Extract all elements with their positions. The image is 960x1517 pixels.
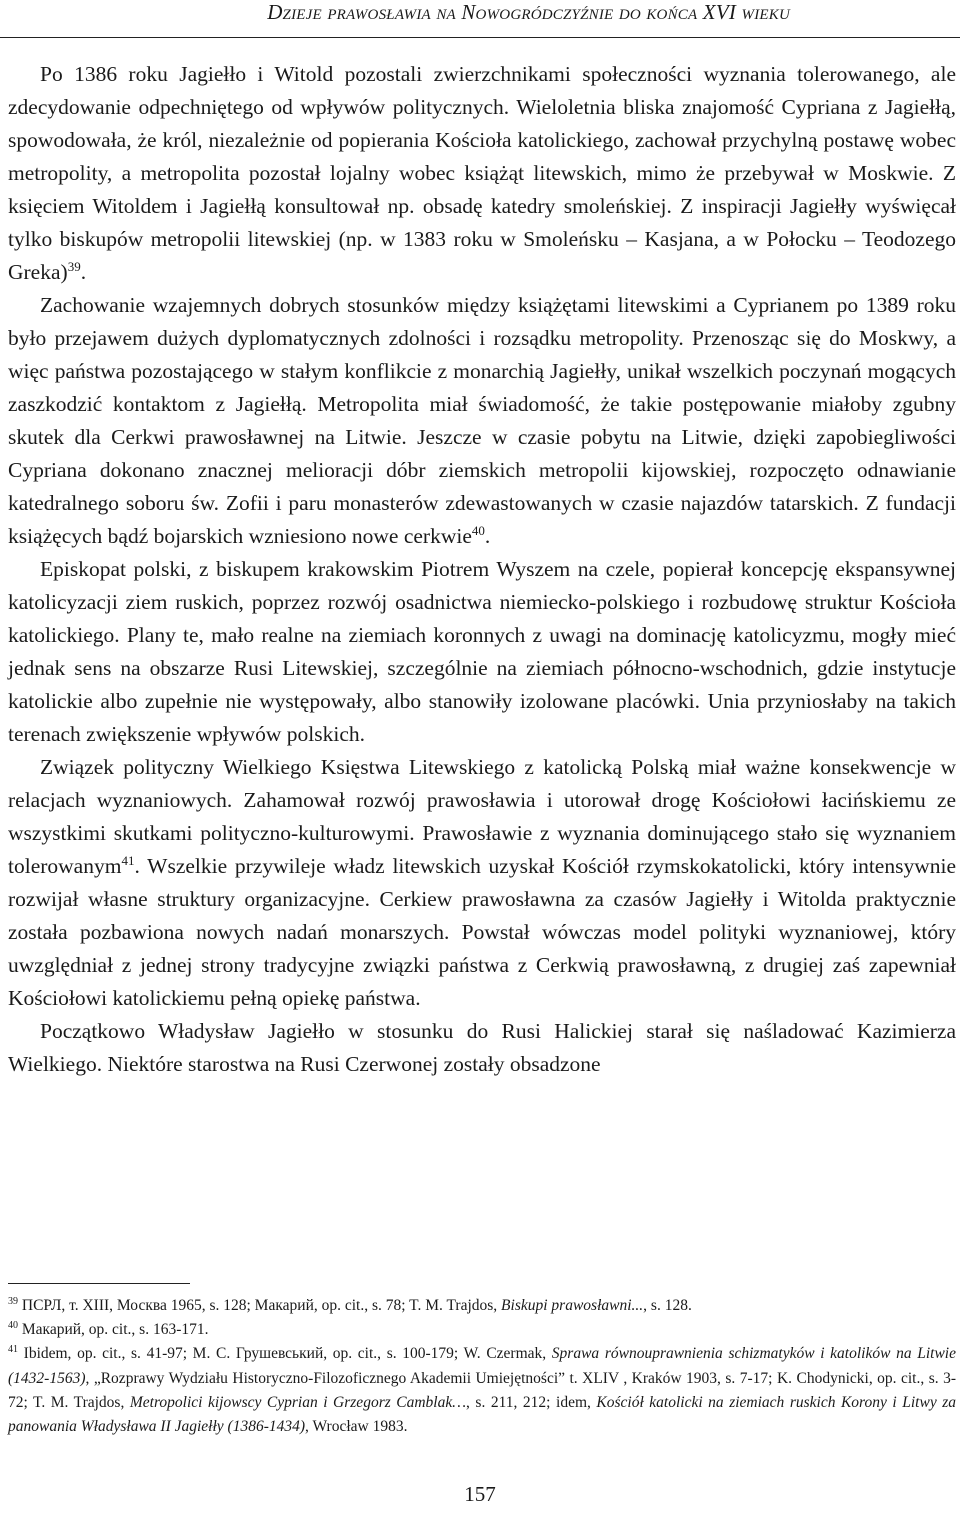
footnote-separator: [8, 1283, 190, 1284]
paragraph-1-end: .: [80, 260, 87, 284]
footnote-title: Sprawa równouprawnienia schizmatyków i katolików na Litwie (1432-1563): [8, 1345, 956, 1387]
footnote-39: [8, 1294, 956, 1318]
footnote-text: , s. 128.: [643, 1297, 692, 1314]
paragraph-1: [8, 58, 956, 289]
paragraph-2-end: .: [484, 524, 491, 548]
footnote-text: Макарий, op. cit., s. 163-171.: [21, 1321, 209, 1339]
paragraph-1-text: Po 1386 roku Jagiełło i Witold pozostali zwierzchnikami społeczności wyznania tolerowanego, ale zdecydowanie odpechniętego od wpływów politycznych. Wieloletnia bliska znajomość Cypriana z Jagiełłą, spowodowała, że król, niezależnie od popierania Kościoła katolickiego, zachował przychylną postawę wobec metropolity, a metropolita pozostał lojalny wobec książąt litewskich, mimo że przebywał w Moskwie. Z księciem Witoldem i Jagiełłą konsultował np. obsadę katedry smoleńskiej. Z inspiracji Jagiełły wyświęcał tylko biskupów metropolii litewskiej (np. w 1383 roku w Smoleńsku – Kasjana, a w Połocku – Teodozego Greka): [8, 62, 956, 284]
paragraph-3: Episkopat polski, z biskupem krakowskim Piotrem Wyszem na czele, popierał koncepcję ekspansywnej katolicyzacji ziem ruskich, poprzez rozwój osadnictwa niemiecko-polskiego i rozbudowę struktur Kościoła katolickiego. Plany te, mało realne na ziemiach koronnych z uwagi na dominację katolicyzmu, mogły mieć jednak sens na obszarze Rusi Litewskiej, szczególnie na ziemiach północno-wschodnich, gdzie instytucje katolickie albo zupełnie nie występowały, albo stanowiły izolowane placówki. Unia przyniosłaby na takich terenach zwiększenie wpływów polskich.: [8, 557, 956, 746]
header-rule: [0, 37, 960, 38]
paragraph-4-end: . Wszelkie przywileje władz litewskich uzyskał Kościół rzymskokatolicki, który intensywnie rozwijał własne struktury organizacyjne. Cerkiew prawosławna za czasów Jagiełły i Witolda praktycznie została pozbawiona nowych nadań monarszych. Powstał wówczas model polityki wyznaniowej, który uwzględniał z jednej strony tradycyjne związki państwa z Cerkwią prawosławną, z drugiej zaś zapewniał Kościołowi katolickiemu pełną opiekę państwa.: [8, 854, 956, 1010]
running-header-title: Dzieje prawosławia na Nowogródczyźnie do końca XVI wieku: [267, 0, 790, 24]
footnote-ref-40[interactable]: 40: [471, 522, 485, 538]
footnotes: [8, 1294, 956, 1439]
footnote-number: 40: [8, 1320, 18, 1332]
page-number: 157: [464, 1482, 496, 1506]
running-header: [0, 0, 960, 48]
footnote-40: [8, 1318, 956, 1342]
paragraph-4: [8, 751, 956, 1015]
paragraph-4-text: Związek polityczny Wielkiego Księstwa Litewskiego z katolicką Polską miał ważne konsekwencje w relacjach wyznaniowych. Zahamował rozwój prawosławia i utorował drogę Kościołowi łacińskiemu ze wszystkimi skutkami polityczno-kulturowymi. Prawosławie z wyznania dominującego stało się wyznaniem tolerowanym: [8, 755, 956, 878]
footnote-text: ПСРЛ, т. XIII, Москва 1965, s. 128; Макарий, op. cit., s. 78; T. M. Trajdos,: [21, 1297, 502, 1314]
footnote-text: Ibidem, op. cit., s. 41-97; M. С. Грушевський, op. cit., s. 100-179; W. Czermak,: [23, 1345, 552, 1363]
paragraph-2: [8, 289, 956, 553]
paragraph-2-text: Zachowanie wzajemnych dobrych stosunków między książętami litewskimi a Cyprianem po 1389 roku było przejawem dużych dyplomatycznych zdolności i rozsądku metropolity. Przenosząc się do Moskwy, a więc państwa pozostającego w stałym konflikcie z monarchią Jagiełły, unikał wszelkich poczynań mogących zaszkodzić kontaktom z Jagiełłą. Metropolita miał świadomość, że takie postępowanie miałoby zgubny skutek dla Cerkwi prawosławnej na Litwie. Jeszcze w czasie pobytu na Litwie, dzięki zapobiegliwości Cypriana dokonano znacznej melioracji dóbr ziemskich metropolii kijowskiej, rozpoczęto odnawianie katedralnego soboru św. Zofii i paru monasterów zdewastowanych w czasie najazdów tatarskich. Z fundacji książęcych bądź bojarskich wzniesiono nowe cerkwie: [8, 293, 956, 548]
footnote-text: , „Rozprawy Wydziału Historyczno-Filozoficznego Akademii Umiejętności” t. XLIV , Kraków 1903, s. 7-17; K. Chodynicki, op. cit., s. 3-72; T. M. Trajdos,: [8, 1369, 956, 1411]
paragraph-5: Początkowo Władysław Jagiełło w stosunku do Rusi Halickiej starał się naśladować Kazimierza Wielkiego. Niektóre starostwa na Rusi Czerwonej zostały obsadzone: [8, 1019, 956, 1076]
footnote-number: 41: [8, 1344, 18, 1356]
footnote-title: Metropolici kijowscy Cyprian i Grzegorz Camblak…: [129, 1393, 467, 1411]
footnote-ref-39[interactable]: 39: [67, 258, 81, 274]
footnote-number: 39: [8, 1295, 18, 1307]
main-text: [8, 58, 956, 1081]
footnote-title: Kościół katolicki na ziemiach ruskich Korony i Litwy za panowania Władysława II Jagiełły (1386-1434): [8, 1393, 957, 1436]
footnote-ref-41[interactable]: 41: [121, 852, 135, 868]
footnote-41: [8, 1342, 956, 1439]
footnote-text: , s. 211, 212; idem,: [466, 1393, 597, 1411]
footnote-text: , Wrocław 1983.: [305, 1418, 408, 1436]
footnote-title: Biskupi prawosławni...: [501, 1297, 644, 1314]
